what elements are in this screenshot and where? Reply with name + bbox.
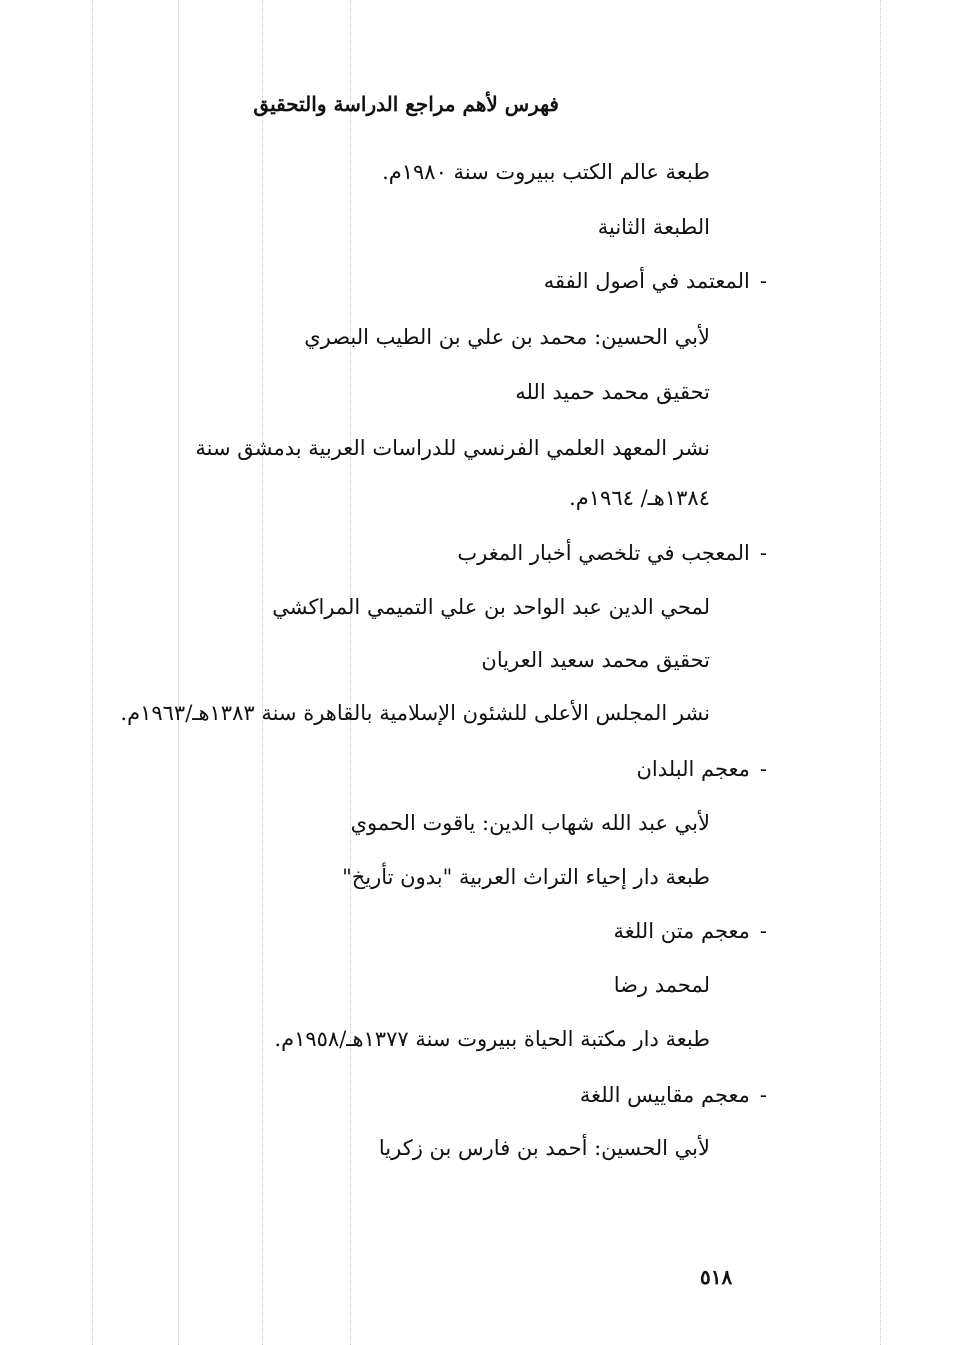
text-line: لمحي الدين عبد الواحد بن علي التميمي المراكشي — [272, 595, 710, 619]
text-line: الطبعة الثانية — [597, 215, 710, 239]
entry-dash: - — [759, 269, 767, 293]
entry-title — [637, 754, 768, 784]
scan-guide-line — [178, 0, 179, 1345]
entry-title — [613, 916, 767, 946]
page-number: ٥١٨ — [700, 1265, 733, 1289]
entry-title — [544, 266, 767, 296]
text-line: لأبي الحسين: أحمد بن فارس بن زكريا — [378, 1136, 710, 1160]
entry-dash: - — [759, 1083, 767, 1107]
entry-title-text: معجم مقاييس اللغة — [579, 1083, 750, 1107]
text-line: ١٣٨٤هـ/ ١٩٦٤م. — [569, 486, 710, 510]
entry-dash: - — [759, 541, 767, 565]
scan-guide-line — [262, 0, 263, 1345]
text-line: لأبي عبد الله شهاب الدين: ياقوت الحموي — [350, 811, 710, 835]
text-line: طبعة عالم الكتب ببيروت سنة ١٩٨٠م. — [382, 160, 710, 184]
text-line: طبعة دار إحياء التراث العربية "بدون تأريخ" — [342, 865, 710, 889]
text-line: طبعة دار مكتبة الحياة ببيروت سنة ١٣٧٧هـ/١٩٥٨م. — [274, 1027, 710, 1051]
entry-title-text: معجم متن اللغة — [613, 919, 750, 943]
entry-dash: - — [759, 757, 767, 781]
scan-guide-line — [350, 0, 351, 1345]
text-line: تحقيق محمد حميد الله — [515, 380, 710, 404]
text-line: لأبي الحسين: محمد بن علي بن الطيب البصري — [304, 325, 710, 349]
entry-title — [457, 538, 767, 568]
entry-title-text: المعتمد في أصول الفقه — [543, 269, 750, 293]
text-line: نشر المجلس الأعلى للشئون الإسلامية بالقاهرة سنة ١٣٨٣هـ/١٩٦٣م. — [120, 701, 710, 725]
entry-title — [580, 1080, 767, 1110]
text-line: نشر المعهد العلمي الفرنسي للدراسات العربية بدمشق سنة — [195, 436, 710, 460]
entry-title-text: معجم البلدان — [636, 757, 750, 781]
scan-guide-line — [880, 0, 881, 1345]
running-header: فهرس لأهم مراجع الدراسة والتحقيق — [253, 92, 559, 116]
text-line: تحقيق محمد سعيد العريان — [481, 648, 710, 672]
scan-guide-line — [92, 0, 93, 1345]
text-line: لمحمد رضا — [613, 973, 710, 997]
entry-dash: - — [759, 919, 767, 943]
entry-title-text: المعجب في تلخصي أخبار المغرب — [457, 541, 750, 565]
